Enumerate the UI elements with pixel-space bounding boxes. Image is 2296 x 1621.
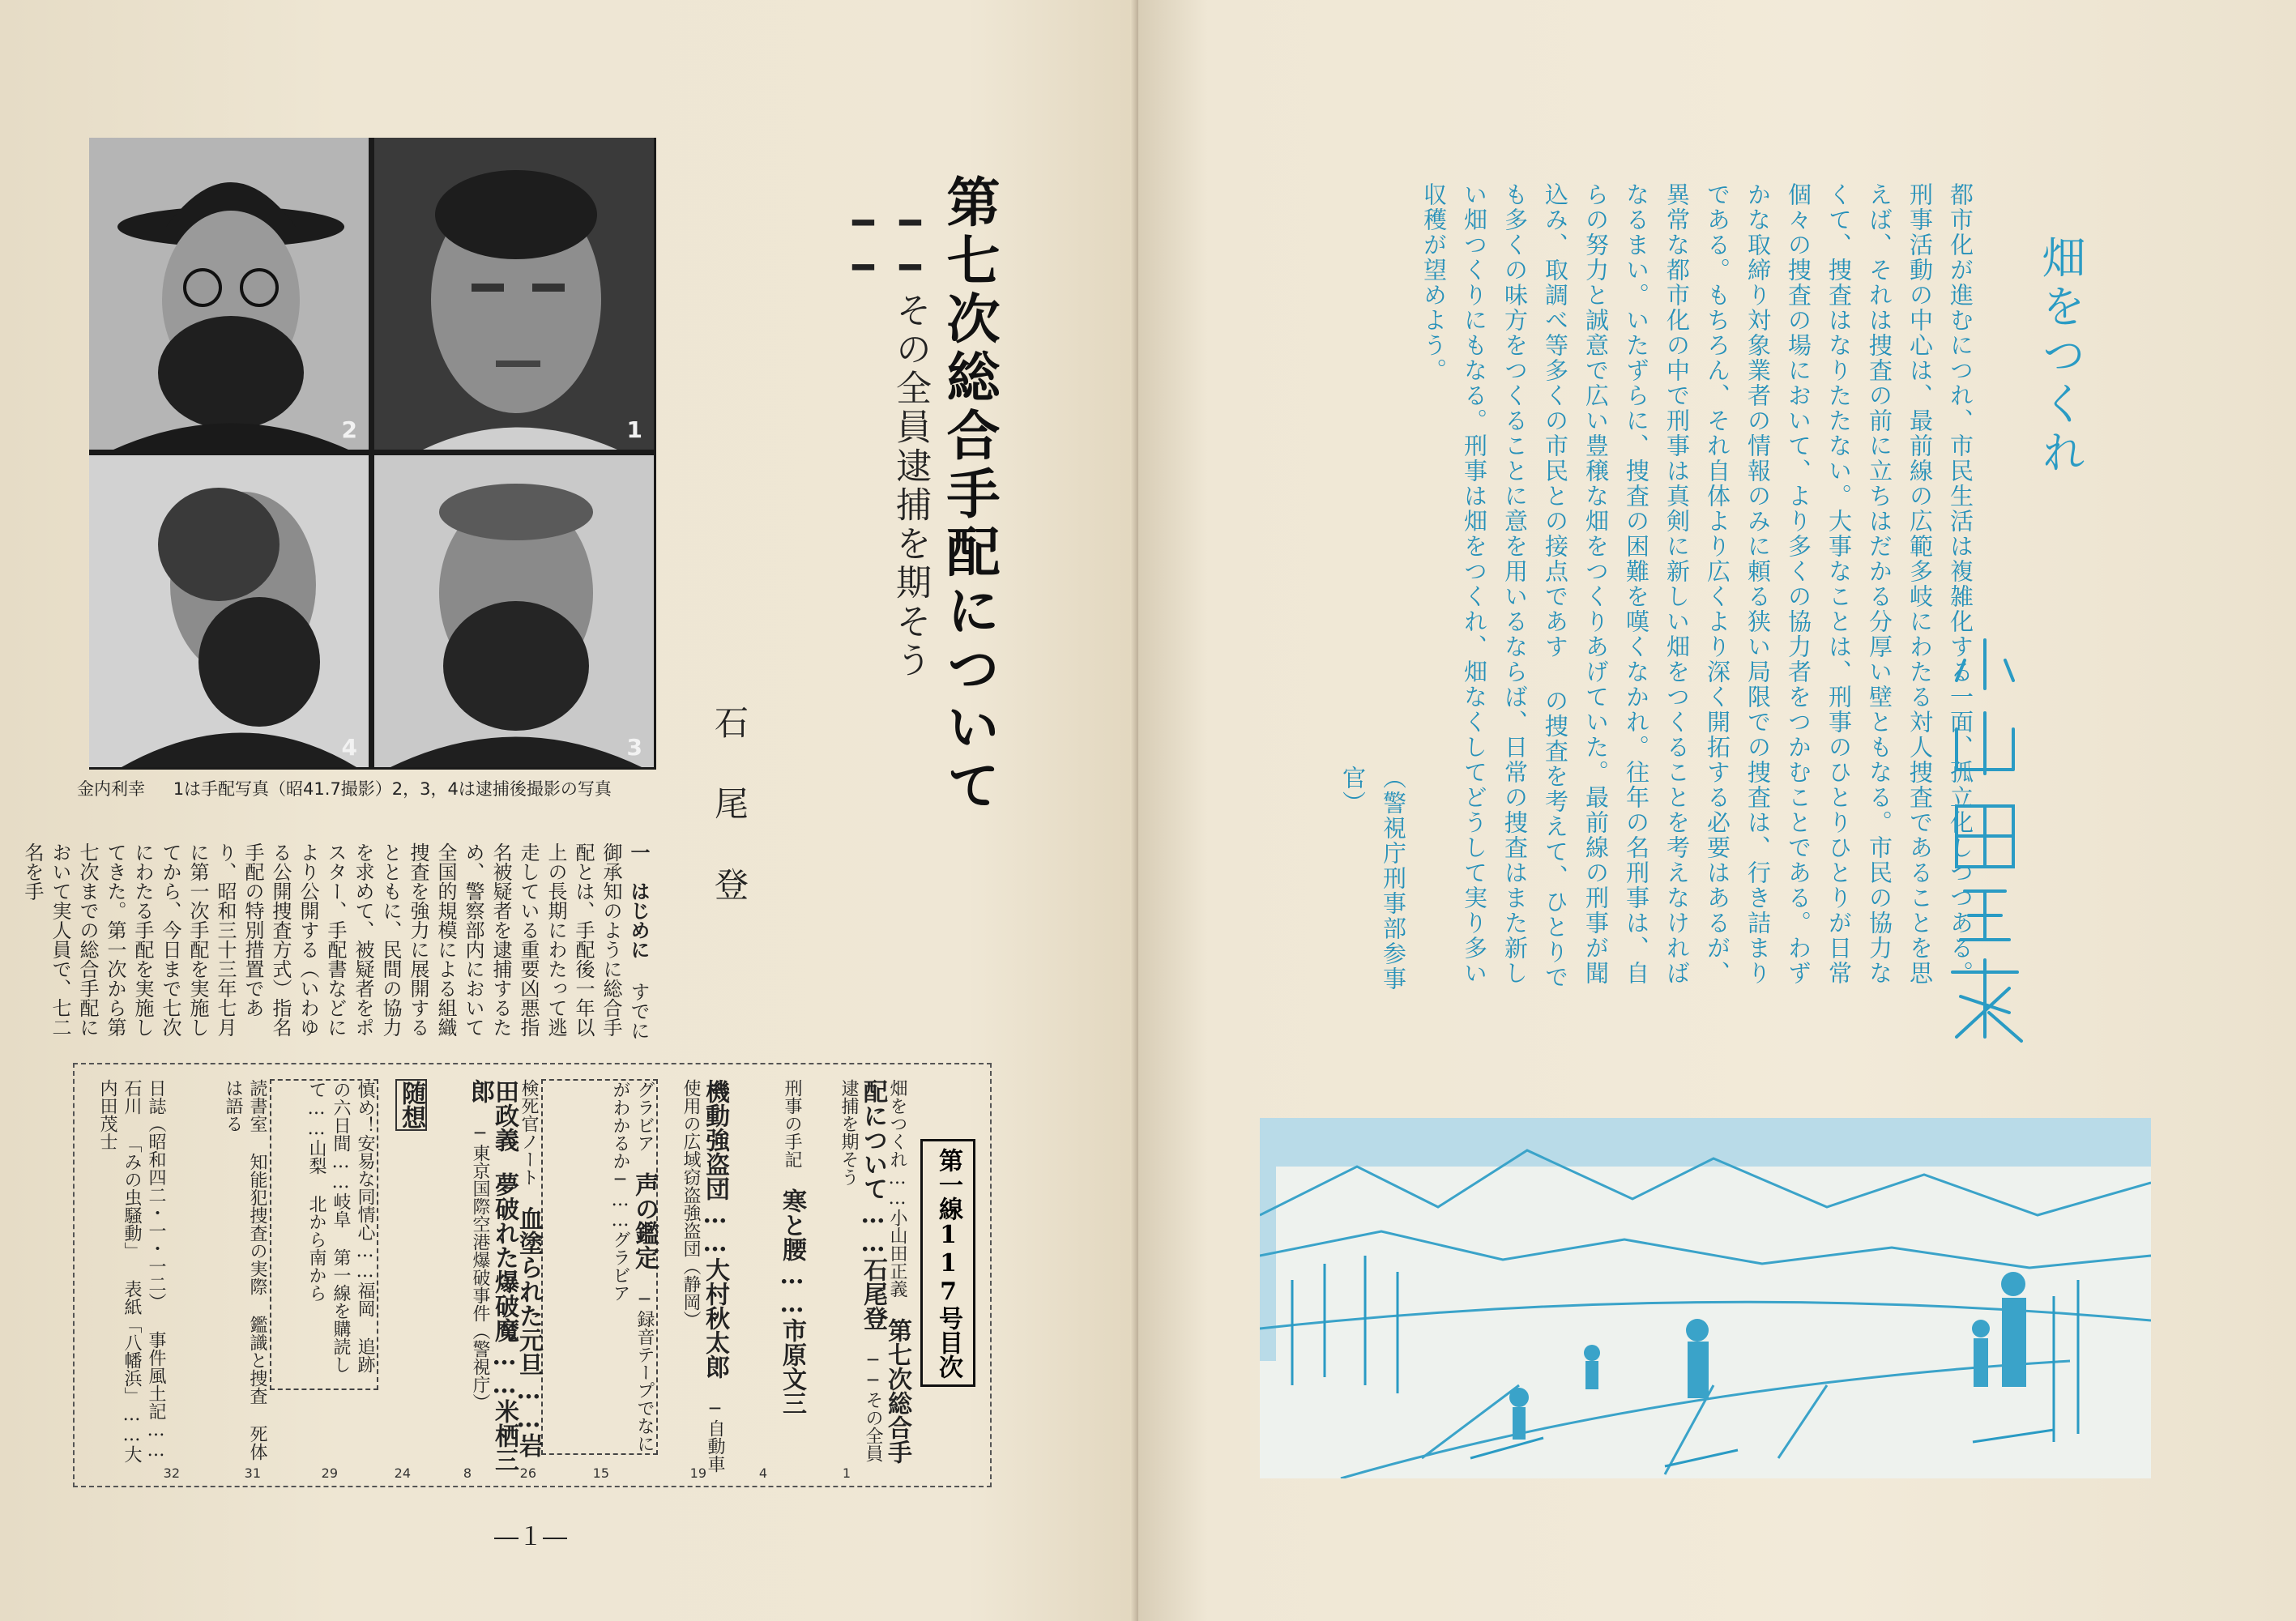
- toc-group-4: [541, 1079, 658, 1455]
- article-title: 第七次総合手配について: [937, 174, 1000, 816]
- toc-entry[interactable]: 随想: [397, 1081, 425, 1129]
- toc-page-number: 1: [842, 1465, 851, 1481]
- toc-page-number: 8: [463, 1465, 472, 1481]
- toc-page-number: 24: [394, 1465, 411, 1481]
- left-page: [0, 0, 1138, 1621]
- photo-number-2: 2: [341, 416, 357, 443]
- face-photo: [374, 455, 654, 767]
- toc-entry[interactable]: 声の鑑定: [630, 1172, 659, 1269]
- right-page: [1138, 0, 2296, 1621]
- toc-entry: ─自動車使用の広域窃盗強盗団（静岡）: [681, 1079, 725, 1473]
- toc-group-6: [382, 1079, 423, 1476]
- toc-group-1: [804, 1079, 909, 1476]
- essay-author-credit: （警視庁刑事部参事官）: [1339, 766, 1407, 992]
- toc-entry[interactable]: 事件風土記……石川: [122, 1079, 166, 1461]
- article-body-text: すでに御承知のように総合手配とは、手配後一年以上の長期にわたって逃走している重要凶悪指名被疑者を逮捕するため、警察部内において全国的規模による組織捜査を強力に展開するとともに、民間の協力を求めて、被疑者をポスター、手配書などにより公開する（いわゆる公開捜査方式）指名手配の特別措置であり、昭和三十三年七月に第一次手配を実施してから、今日まで七次にわたる手配を実施してきた。第一次から第七次までの総合手配において実人員で、七二名を手: [21, 842, 650, 1040]
- toc-page-number: 26: [519, 1465, 536, 1481]
- caption-name: 金内利幸: [77, 779, 145, 799]
- essay-title: 畑をつくれ: [2035, 235, 2086, 478]
- essay-body-text: 都市化が進むにつれ、市民生活は複雑化する一面、孤立化しつつある。刑事活動の中心は、最前線の広範多岐にわたる対人捜査であることを思えば、それは捜査の前に立ちはだかる分厚い壁ともなる。市民の協力なくて、捜査はなりたたない。大事なことは、刑事のひとりひとりが日常個々の捜査の場において、より多くの協力者をつかむことである。わずかな取締り対象業者の情報のみに頼る狭い局限での捜査は、行き詰まりである。もちろん、それ自体より広くより深く開拓する必要はあるが、異常な都市化の中で刑事は真剣に新しい畑をつくることを考えなければなるまい。いたずらに、捜査の困難を嘆くなかれ。往年の名刑事は、自らの努力と誠意で広い豊穣な畑をつくりあげていた。最前線の刑事が聞込み、取調べ等多くの市民との接点であす の捜査を考えて、ひとりでも多くの味方をつくることに意を用いるならば、日常の捜査はまた新しい畑つくりにもなる。刑事は畑をつくれ、畑なくしてどうして実り多い収穫が望めよう。: [1420, 182, 1974, 990]
- section-heading: 一 はじめに: [627, 842, 651, 959]
- photo-number-3: 3: [626, 734, 642, 761]
- table-of-contents: [73, 1063, 992, 1487]
- toc-group-8: [172, 1079, 269, 1476]
- toc-group-7: [270, 1079, 378, 1390]
- toc-entry[interactable]: 知能犯捜査の実際: [247, 1153, 267, 1295]
- toc-entry[interactable]: 夢破れた爆破魔……米栖三郎: [466, 1079, 519, 1472]
- toc-entry: ─録音テープでなにがわかるか─……グラビア: [610, 1081, 655, 1453]
- toc-page-number: 31: [244, 1465, 261, 1481]
- article-author: 石尾登: [710, 705, 749, 948]
- toc-group-3: [662, 1079, 727, 1476]
- toc-entry: ──その全員逮捕を期そう: [839, 1079, 883, 1462]
- suspect-photo-2: [89, 138, 369, 450]
- handwritten-signature: [1932, 632, 2038, 1057]
- suspect-photo-4: [89, 455, 369, 767]
- photo-number-4: 4: [341, 734, 357, 761]
- toc-entry: 検死官ノート: [519, 1079, 539, 1186]
- toc-entry: 北から南から: [306, 1195, 326, 1302]
- toc-entry: ─東京国際空港爆破事件（警視庁）: [470, 1124, 490, 1411]
- toc-page-number: 29: [321, 1465, 338, 1481]
- toc-entry[interactable]: 鑑識と捜査: [247, 1316, 267, 1405]
- suspect-photo-grid: [89, 138, 656, 770]
- toc-group-9: [83, 1079, 168, 1476]
- article-subtitle: ━━その全員逮捕を期そう━━: [843, 203, 931, 680]
- suspect-photo-1: [374, 138, 654, 450]
- toc-entry: 「みの虫騒動」: [122, 1135, 142, 1260]
- photo-number-1: 1: [626, 416, 642, 443]
- toc-page-number: 19: [689, 1465, 706, 1481]
- article-body: [21, 842, 652, 1041]
- toc-entry: 刑事の手記: [782, 1079, 802, 1168]
- photo-caption: [77, 776, 693, 800]
- page-number: ―１―: [494, 1523, 567, 1551]
- suspect-photo-3: [374, 455, 654, 767]
- caption-description: 1は手配写真（昭41.7撮影）2，3，4は逮捕後撮影の写真: [173, 779, 612, 799]
- toc-entry[interactable]: 寒と腰……市原文三: [778, 1188, 806, 1415]
- toc-entry[interactable]: 慎め！安易な同情心……福岡: [355, 1081, 375, 1317]
- essay-body: [1333, 182, 1981, 1009]
- toc-entry[interactable]: 日誌（昭和四二・一・一二）: [146, 1079, 166, 1311]
- toc-group-5: [427, 1079, 543, 1476]
- toc-entry[interactable]: 表紙「八幡浜」……大内田茂士: [97, 1079, 142, 1463]
- toc-entry[interactable]: 第七次総合手配について……石尾登: [859, 1079, 911, 1464]
- toc-entry[interactable]: 第一線を購読して……山梨: [306, 1081, 351, 1373]
- toc-page-number: 15: [592, 1465, 609, 1481]
- face-photo: [89, 138, 369, 450]
- toc-entry: 読書室: [247, 1079, 267, 1133]
- face-photo: [374, 138, 654, 450]
- toc-entry[interactable]: 追跡の六日間……岐阜: [331, 1081, 375, 1373]
- mountain-ski-sketch: [1260, 1118, 2151, 1478]
- toc-page-number: 4: [758, 1465, 767, 1481]
- toc-entry: グラビア: [634, 1081, 655, 1152]
- signature-image: [1932, 632, 2038, 1053]
- toc-page-number: 32: [163, 1465, 180, 1481]
- skiers-illustration: [1260, 1118, 2151, 1478]
- toc-entry[interactable]: 畑をつくれ……小山田正義: [887, 1079, 907, 1298]
- toc-heading: 第一線117号目次: [920, 1139, 975, 1387]
- face-photo: [89, 455, 369, 767]
- toc-group-2: [731, 1079, 804, 1476]
- toc-entry[interactable]: 死体は語る: [223, 1079, 267, 1461]
- toc-entry[interactable]: 機動強盗団……大村秋太郎: [701, 1079, 729, 1379]
- toc-entry[interactable]: 血塗られた元旦……岩田政義: [490, 1079, 543, 1457]
